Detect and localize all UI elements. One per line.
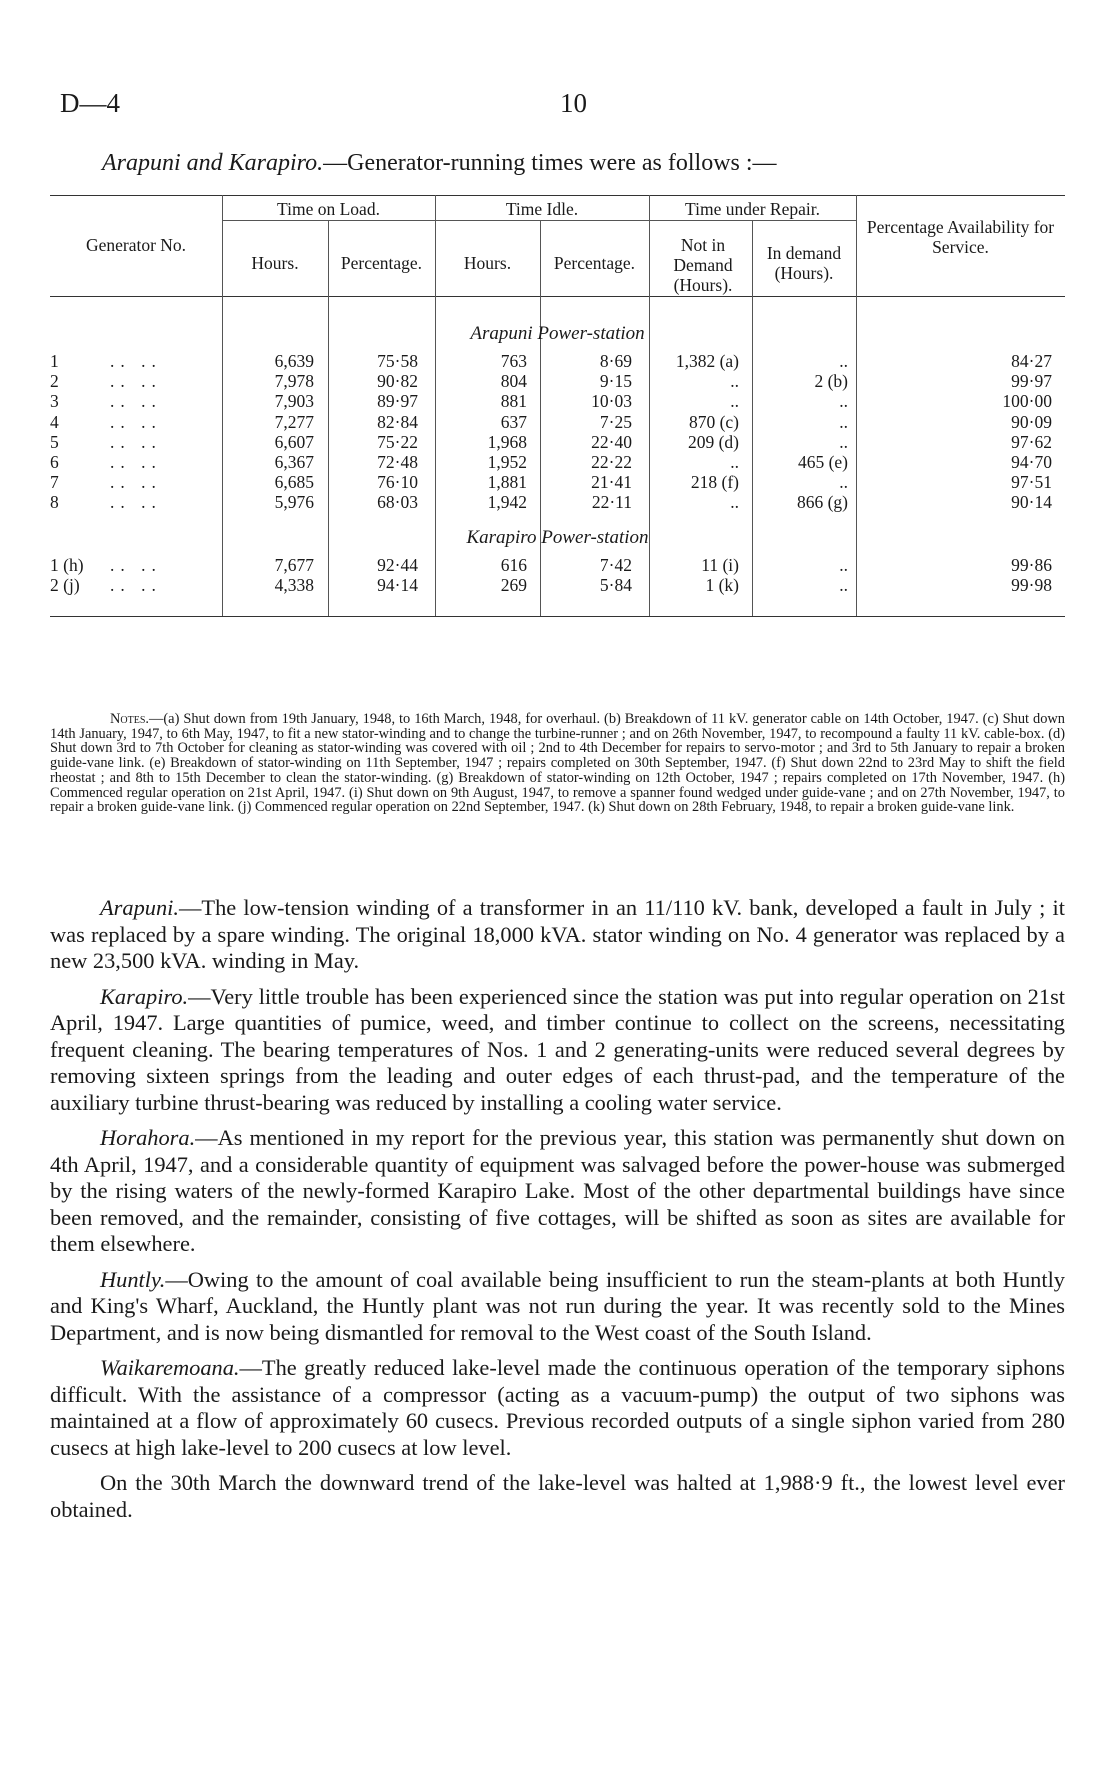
- cell-idle-p: 9·15: [599, 371, 632, 392]
- dot-leader: .. ..: [110, 472, 162, 493]
- table-notes: [50, 712, 1065, 815]
- cell-load-h: 4,338: [274, 574, 314, 595]
- header-not-in-demand: Not in Demand (Hours).: [673, 235, 733, 296]
- table-row: [50, 351, 1065, 371]
- table-intro: [102, 150, 777, 177]
- table-row: [50, 452, 1065, 472]
- cell-avail: 94·70: [1011, 452, 1052, 472]
- cell-avail: 99·97: [1011, 371, 1052, 392]
- cell-idle-h: 616: [500, 554, 527, 575]
- cell-in-dem: ..: [839, 351, 848, 371]
- cell-in-dem: 465 (e): [797, 452, 848, 472]
- cell-avail: 90·09: [1011, 411, 1052, 432]
- header-time-under-repair: Time under Repair.: [685, 199, 820, 219]
- cell-load-p: 75·58: [377, 351, 418, 371]
- paragraph-text: —As mentioned in my report for the previous year, this station was permanently shut down on 4th April, 1947, and a considerable quantity of equipment was salvaged before the power-house was submerged by the rising waters of the newly-formed Karapiro Lake. Most of the other departmental buildings have since been removed, and the remainder, consisting of five cottages, will be shifted as soon as sites are available for them elsewhere.: [50, 1125, 1065, 1256]
- cell-avail: 84·27: [1011, 351, 1052, 371]
- cell-load-h: 7,677: [274, 554, 314, 575]
- cell-idle-p: 5·84: [599, 574, 632, 595]
- header-percentage-availability: Percentage Availability for Service.: [866, 217, 1055, 258]
- cell-not-dem: 11 (i): [701, 554, 739, 575]
- generator-number: 1 (h): [50, 554, 84, 575]
- cell-in-dem: ..: [839, 431, 848, 452]
- cell-load-p: 90·82: [377, 371, 418, 392]
- cell-in-dem: ..: [839, 391, 848, 412]
- table-row: [50, 432, 1065, 452]
- cell-not-dem: 1 (k): [705, 574, 739, 595]
- cell-avail: 97·51: [1011, 472, 1052, 493]
- idle-group-rule: [435, 220, 649, 221]
- table-row: [50, 412, 1065, 432]
- paragraph-heading: Huntly.: [100, 1266, 166, 1292]
- cell-idle-h: 881: [500, 391, 527, 412]
- paragraph-text: —Owing to the amount of coal available being insufficient to run the steam-plants at both Huntly and King's Wharf, Auckland, the Huntly plant was not run during the year. It was recently sold to the Mines Department, and is now being dismantled for removal to the West coast of the South Island.: [50, 1266, 1065, 1345]
- cell-avail: 100·00: [1002, 391, 1052, 412]
- report-paragraph: [50, 1470, 1065, 1523]
- cell-idle-h: 1,881: [487, 472, 527, 493]
- report-code: D—4: [60, 88, 120, 118]
- paragraph-heading: Karapiro.: [100, 983, 189, 1009]
- cell-not-dem: ..: [730, 391, 739, 412]
- cell-load-p: 94·14: [377, 574, 418, 595]
- cell-load-h: 6,607: [274, 431, 314, 452]
- cell-not-dem: 218 (f): [690, 472, 739, 493]
- table-bottom-rule: [50, 616, 1065, 617]
- table-row: [50, 575, 1065, 595]
- table-row: [50, 472, 1065, 492]
- dot-leader: .. ..: [110, 371, 162, 392]
- cell-not-dem: 1,382 (a): [675, 351, 739, 371]
- generator-number: 4: [50, 411, 59, 432]
- cell-idle-h: 1,952: [487, 452, 527, 472]
- report-paragraph: [50, 1355, 1065, 1461]
- generator-number: 5: [50, 431, 59, 452]
- cell-not-dem: 209 (d): [687, 431, 739, 452]
- cell-load-h: 5,976: [274, 492, 314, 513]
- header-in-demand: In demand (Hours).: [766, 243, 842, 284]
- cell-idle-p: 8·69: [599, 351, 632, 371]
- cell-in-dem: ..: [839, 472, 848, 493]
- paragraph-heading: Horahora.: [100, 1125, 196, 1150]
- cell-in-dem: ..: [839, 411, 848, 432]
- cell-load-h: 6,367: [274, 452, 314, 472]
- header-load-hours: Hours.: [251, 253, 299, 273]
- cell-load-h: 7,903: [274, 391, 314, 412]
- report-paragraph: [50, 984, 1065, 1117]
- cell-load-h: 6,639: [274, 351, 314, 371]
- header-load-percentage: Percentage.: [340, 253, 423, 273]
- cell-avail: 90·14: [1011, 492, 1052, 513]
- intro-text: —Generator-running times were as follows :—: [323, 150, 777, 176]
- cell-load-p: 82·84: [377, 411, 418, 432]
- generator-number: 6: [50, 452, 59, 472]
- table-row: [50, 371, 1065, 391]
- cell-idle-p: 7·42: [599, 554, 632, 575]
- cell-not-dem: ..: [730, 492, 739, 513]
- header-time-on-load: Time on Load.: [277, 199, 380, 219]
- report-paragraph: [50, 1125, 1065, 1258]
- table-row: [50, 555, 1065, 575]
- report-paragraph: [50, 1267, 1065, 1347]
- cell-idle-p: 10·03: [591, 391, 632, 412]
- cell-idle-h: 804: [500, 371, 527, 392]
- dot-leader: .. ..: [110, 554, 162, 575]
- intro-heading: Arapuni and Karapiro.: [102, 150, 324, 176]
- cell-load-p: 89·97: [377, 391, 418, 412]
- dot-leader: .. ..: [110, 574, 162, 595]
- section-title: Karapiro Power-station: [466, 526, 649, 548]
- cell-idle-p: 22·11: [591, 492, 632, 513]
- dot-leader: .. ..: [110, 492, 162, 513]
- dot-leader: .. ..: [110, 391, 162, 412]
- cell-load-p: 72·48: [377, 452, 418, 472]
- report-paragraph: [50, 895, 1065, 975]
- cell-idle-p: 22·22: [591, 452, 632, 472]
- dot-leader: .. ..: [110, 351, 162, 371]
- header-generator-no: Generator No.: [85, 235, 187, 255]
- cell-in-dem: ..: [839, 574, 848, 595]
- cell-load-h: 7,277: [274, 411, 314, 432]
- generator-number: 3: [50, 391, 59, 412]
- dot-leader: .. ..: [110, 411, 162, 432]
- paragraph-text: —The low-tension winding of a transformer in an 11/110 kV. bank, developed a fault in July ; it was replaced by a spare winding. The original 18,000 kVA. stator winding on No. 4 generator was replaced by a new 23,500 kVA. winding in May.: [50, 895, 1065, 973]
- cell-load-h: 6,685: [274, 472, 314, 493]
- paragraph-text: —The greatly reduced lake-level made the continuous operation of the temporary siphons difficult. With the assistance of a compressor (acting as a vacuum-pump) the output of two siphons was maintained at a flow of approximately 60 cusecs. Previous recorded outputs of a single siphon varied from 280 cusecs at high lake-level to 200 cusecs at low level.: [50, 1355, 1065, 1460]
- cell-avail: 99·98: [1011, 574, 1052, 595]
- cell-idle-h: 1,968: [487, 431, 527, 452]
- cell-load-h: 7,978: [274, 371, 314, 392]
- page-number: 10: [560, 88, 587, 118]
- table-row: [50, 492, 1065, 512]
- cell-in-dem: 2 (b): [814, 371, 848, 392]
- cell-not-dem: ..: [730, 371, 739, 392]
- cell-avail: 97·62: [1011, 431, 1052, 452]
- generator-number: 8: [50, 492, 59, 513]
- header-idle-hours: Hours.: [463, 253, 512, 273]
- cell-load-p: 75·22: [377, 431, 418, 452]
- notes-label: Notes.: [110, 711, 149, 727]
- paragraph-text: —Very little trouble has been experienced since the station was put into regular operation on 21st April, 1947. Large quantities of pumice, weed, and timber continue to collect on the screens, necessitating frequent cleaning. The bearing temperatures of Nos. 1 and 2 generating-units were reduced several degrees by removing sixteen springs from the leading and outer edges of each thrust-pad, and the temperature of the auxiliary turbine thrust-bearing was reduced by installing a cooling water service.: [50, 983, 1065, 1115]
- section-title: Arapuni Power-station: [470, 323, 645, 344]
- cell-in-dem: ..: [839, 554, 848, 575]
- dot-leader: .. ..: [110, 431, 162, 452]
- generator-number: 7: [50, 472, 59, 493]
- paragraph-heading: Arapuni.: [100, 895, 179, 920]
- cell-not-dem: ..: [730, 452, 739, 472]
- generator-number: 2: [50, 371, 59, 392]
- table-row: [50, 391, 1065, 411]
- cell-load-p: 92·44: [377, 554, 418, 575]
- cell-idle-p: 21·41: [591, 472, 632, 493]
- cell-load-p: 76·10: [377, 472, 418, 493]
- notes-text: —(a) Shut down from 19th January, 1948, to 16th March, 1948, for overhaul. (b) Breakdown of 11 kV. generator cable on 14th October, 1947. (c) Shut down 14th January, 1947, to 6th May, 1947, to fit a new stator-winding and to change the turbine-runner ; and on 26th November, 1947, to recompound a faulty 11 kV. cable-box. (d) Shut down 3rd to 7th October for cleaning as stator-winding was covered with oil ; 2nd to 4th December for repairs to servo-motor ; and 3rd to 5th January to repair a broken guide-vane link. (e) Breakdown of stator-winding on 11th September, 1947 ; repairs completed on 30th September, 1947. (f) Shut down 22nd to 23rd May to shift the field rheostat ; and 8th to 15th December to clean the stator-winding. (g) Breakdown of stator-winding on 12th October, 1947 ; repairs completed on 17th November, 1947. (h) Commenced regular operation on 21st April, 1947. (i) Shut down on 9th August, 1947, to remove a spanner found wedged under guide-vane ; and on 27th November, 1947, to repair a broken guide-vane link. (j) Commenced regular operation on 22nd September, 1947. (k) Shut down on 28th February, 1948, to repair a broken guide-vane link.: [50, 711, 1065, 816]
- table-header-rule: [50, 296, 1065, 297]
- cell-idle-h: 269: [500, 574, 527, 595]
- cell-load-p: 68·03: [377, 492, 418, 513]
- cell-idle-h: 1,942: [487, 492, 527, 513]
- cell-idle-h: 637: [500, 411, 527, 432]
- generator-number: 1: [50, 351, 59, 371]
- cell-not-dem: 870 (c): [688, 411, 739, 432]
- paragraph-heading: Waikaremoana.: [100, 1355, 240, 1380]
- dot-leader: .. ..: [110, 452, 162, 472]
- cell-idle-p: 7·25: [599, 411, 632, 432]
- header-time-idle: Time Idle.: [505, 199, 579, 219]
- cell-idle-p: 22·40: [591, 431, 632, 452]
- cell-idle-h: 763: [500, 351, 527, 371]
- cell-avail: 99·86: [1011, 554, 1052, 575]
- header-idle-percentage: Percentage.: [553, 253, 636, 273]
- report-body: [50, 895, 1065, 1532]
- cell-in-dem: 866 (g): [796, 492, 848, 513]
- generator-number: 2 (j): [50, 574, 80, 595]
- table-top-rule: [50, 195, 1065, 196]
- page-header: [60, 88, 1065, 118]
- paragraph-text: On the 30th March the downward trend of the lake-level was halted at 1,988·9 ft., the lowest level ever obtained.: [50, 1470, 1065, 1522]
